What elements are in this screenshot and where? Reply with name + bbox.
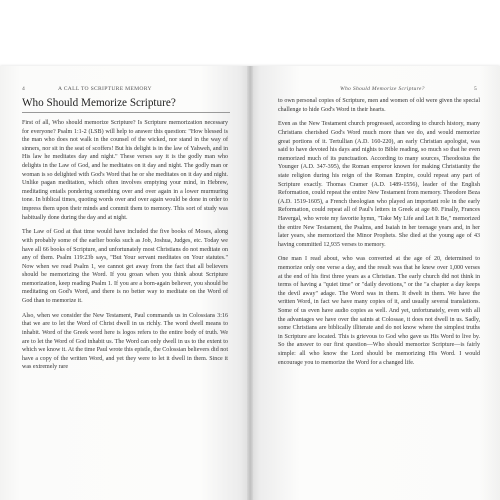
left-paragraph-1: First of all, Who should memorize Scripture? Is Scripture memorization necessary for everyone? Psalm 1:1-2 (LSB) will help to answer this question: "How blessed is the man who does not walk in the counsel of the wicked, nor stand in the way of sinners, nor sit in the seat of scoffers! But his delight is in the law of Yahweh, and in His law he meditates day and night." These verses say it is the godly man who delights in the Law of God, and he meditates on it day and night. The godly man or woman is so delighted with God's Word that he or she meditates on it day and night. Unlike pagan meditation, which often involves emptying your mind, in Hebrew, meditating entails pondering something over and over again in a lower murmuring tone. In biblical times, quoting words over and over again would be done in order to impress them upon their minds and commit them to memory. This sort of study was habitually done during the day and at night. [22,120,228,221]
right-paragraph-3: One man I read about, who was converted at the age of 20, determined to memorize only one verse a day, and the result was that he knew over 1,000 verses at the end of his first three years as a Christian. The early church did not think in terms of having a "quiet time" or "daily devotions," or the "a chapter a day keeps the devil away" adage. The Word was in them. It dwelt in them. We have the written Word, in fact we have many copies of it, and usually several translations. Some of us even have audio copies as well. And yet, unfortunately, even with all the advantages we have over the saints at Colossae, it does not dwell in us. Sadly, some Christians are biblically illiterate and do not know where the simplest truths in Scripture are located. This is grievous to God who gave us His Word to live by. So the answer to our first question—Who should memorize Scripture—is fairly simple: all who know the Lord should be memorizing His Word. I would encourage you to memorize the Word for a changed life. [278,256,480,366]
left-page-number: 4 [22,86,26,92]
right-paragraph-1: to own personal copies of Scripture, men and women of old were given the special challenge to hide God's Word in their hearts. [278,98,480,113]
right-page-number: 5 [474,86,478,92]
right-paragraph-2: Even as the New Testament church progressed, according to church history, many Christians cherished God's Word much more than we do, and would memorize great portions of it. Tertullian (A.D. 160-220), an early Christian apologist, was said to have devoted his days and nights to Bible reading, so much so that he even memorized much of its punctuation. According to many sources, Theodosius the Younger (A.D. 347-395), the Roman emperor known for making Christianity the state religion during his reign of the Roman Empire, could repeat any part of Scripture exactly. Thomas Cramer (A.D. 1489-1556), leader of the English Reformation, could repeat the entire New Testament from memory. Theodore Beza (A.D. 1519-1605), a French theologian who played an important role in the early Reformation, could repeat all of Paul's letters in Greek at age 80. Finally, Frances Havergal, who wrote my favorite hymn, "Take My Life and Let It Be," memorized the entire New Testament, the Psalms, and Isaiah in her teenage years and, in her later years, she memorized the Minor Prophets. She died at the young age of 43 having committed 12,935 verses to memory. [278,121,480,248]
heading-rule [22,112,230,113]
right-running-head: Who Should Memorize Scripture? [340,86,425,92]
left-body-text [22,119,228,378]
right-body-text [278,97,480,373]
left-page [0,66,250,500]
right-page [250,66,500,500]
book-gutter [247,66,253,500]
left-paragraph-3: Also, when we consider the New Testament, Paul commands us in Colossians 3:16 that we are to let the Word of Christ dwell in us richly. The word dwell means to inhabit. Word of the Greek word here is logos refers to the entire body of truth. We are to let the Word of God inhabit us. The Word can only dwell in us to the extent to which we know it. At the time Paul wrote this epistle, the Colossian believers did not have a copy of the written Word, and yet they were to let it dwell in them. Since it was extremely rare [22,312,228,371]
left-running-head: A CALL TO SCRIPTURE MEMORY [58,86,152,92]
left-paragraph-2: The Law of God at that time would have included the five books of Moses, along with probably some of the earlier books such as Job, Joshua, Judges, etc. Today we have all 66 books of Scripture, and unfortunately most Christians do not meditate on any of them. Psalm 119:23b says, "But Your servant meditates on Your statutes." Now when we read Psalm 1, we cannot get away from the fact that all believers should be memorizing the Word. If you groan when you think about Scripture memorization, keep reading Psalm 1. If you are a born-again believer, you should be meditating on God's Word, and there is no better way to meditate on the Word of God than to memorize it. [22,229,228,305]
section-heading: Who Should Memorize Scripture? [22,97,176,109]
